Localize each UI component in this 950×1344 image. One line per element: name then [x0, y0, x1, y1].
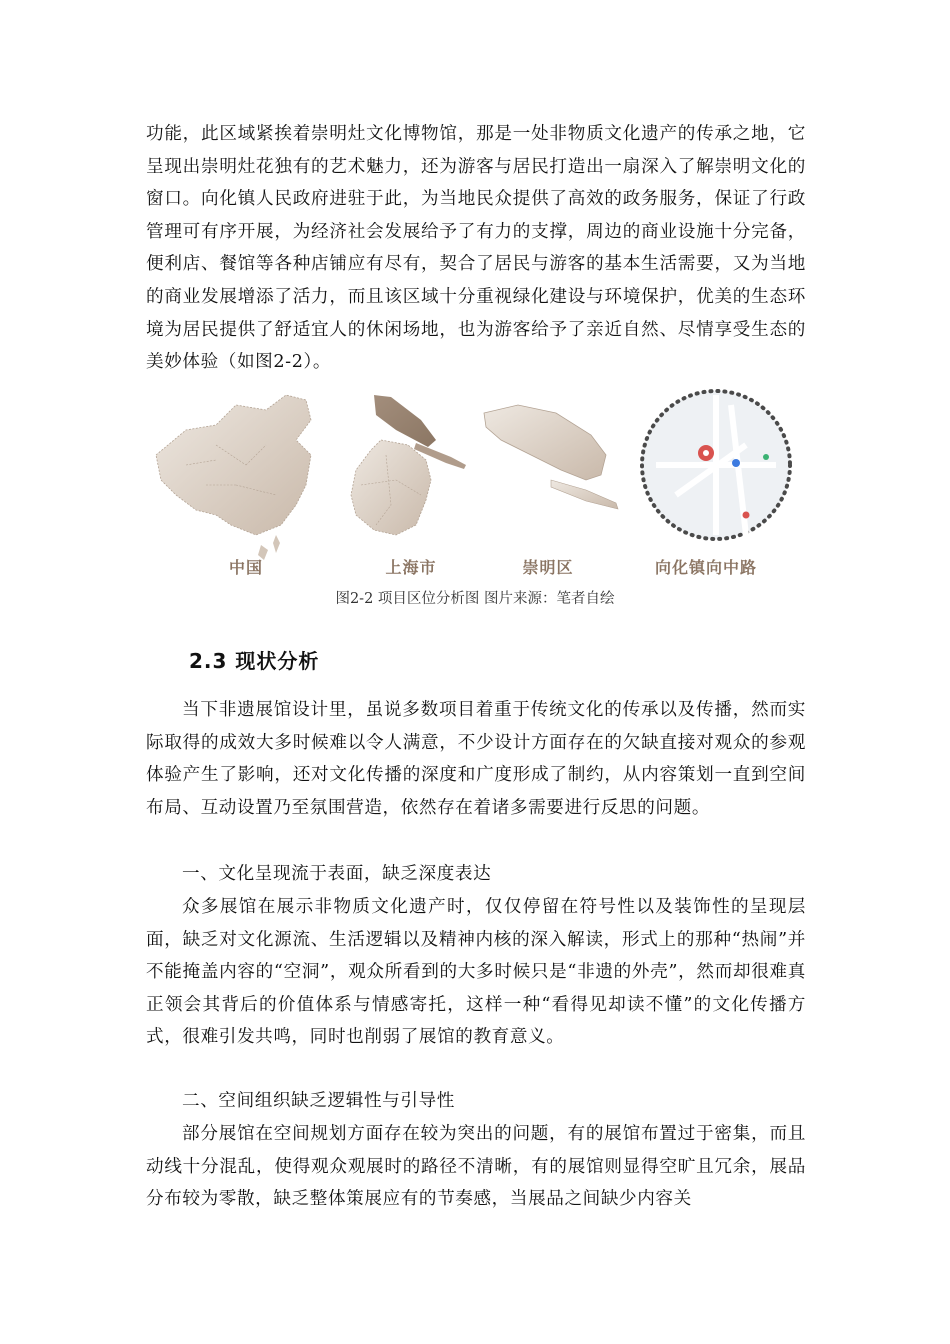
- section-paragraph-2: 众多展馆在展示非物质文化遗产时，仅仅停留在符号性以及装饰性的呈现层面，缺乏对文化源流、生活逻辑以及精神内核的深入解读，形式上的那种“热闹”并不能掩盖内容的“空洞”，观众所看到的大多时候只是“非遗的外壳”，然而却很难真正领会其背后的价值体系与情感寄托，这样一种“看得见却读不懂”的文化传播方式，很难引发共鸣，同时也削弱了展馆的教育意义。: [146, 897, 806, 1048]
- section-paragraph-3: 部分展馆在空间规划方面存在较为突出的问题，有的展馆布置过于密集，而且动线十分混乱，使得观众观展时的路径不清晰，有的展馆则显得空旷且冗余，展品分布较为零散，缺乏整体策展应有的节奏感，当展品之间缺少内容关: [146, 1124, 806, 1210]
- label-china: 中国: [228, 558, 264, 577]
- chongming-map: [484, 405, 618, 509]
- figure-caption: 图2-2 项目区位分析图 图片来源：笔者自绘: [335, 591, 615, 607]
- location-maps: [146, 385, 806, 585]
- subheading-2: 二、空间组织缺乏逻辑性与引导性: [182, 1091, 455, 1111]
- location-analysis-figure: [146, 385, 806, 585]
- label-chongming: 崇明区: [522, 558, 574, 577]
- china-map: [156, 395, 311, 560]
- xianghua-street-map: [642, 391, 790, 539]
- subheading-1: 一、文化呈现流于表面，缺乏深度表达: [182, 864, 492, 884]
- label-xianghua: 向化镇向中路: [654, 558, 758, 577]
- label-shanghai: 上海市: [385, 558, 437, 577]
- shanghai-map: [351, 395, 466, 535]
- section-heading: 2.3 现状分析: [189, 649, 320, 673]
- intro-paragraph: 功能，此区域紧挨着崇明灶文化博物馆，那是一处非物质文化遗产的传承之地，它呈现出崇明灶花独有的艺术魅力，还为游客与居民打造出一扇深入了解崇明文化的窗口。向化镇人民政府进驻于此，为当地民众提供了高效的政务服务，保证了行政管理可有序开展，为经济社会发展给予了有力的支撑，周边的商业设施十分完备，便利店、餐馆等各种店铺应有尽有，契合了居民与游客的基本生活需要，又为当地的商业发展增添了活力，而且该区域十分重视绿化建设与环境保护，优美的生态环境为居民提供了舒适宜人的休闲场地，也为游客给予了亲近自然、尽情享受生态的美妙体验（如图2-2）。: [146, 124, 806, 373]
- section-paragraph-1: 当下非遗展馆设计里，虽说多数项目着重于传统文化的传承以及传播，然而实际取得的成效大多时候难以令人满意，不少设计方面存在的欠缺直接对观众的参观体验产生了影响，还对文化传播的深度和广度形成了制约，从内容策划一直到空间布局、互动设置乃至氛围营造，依然存在着诸多需要进行反思的问题。: [146, 700, 806, 818]
